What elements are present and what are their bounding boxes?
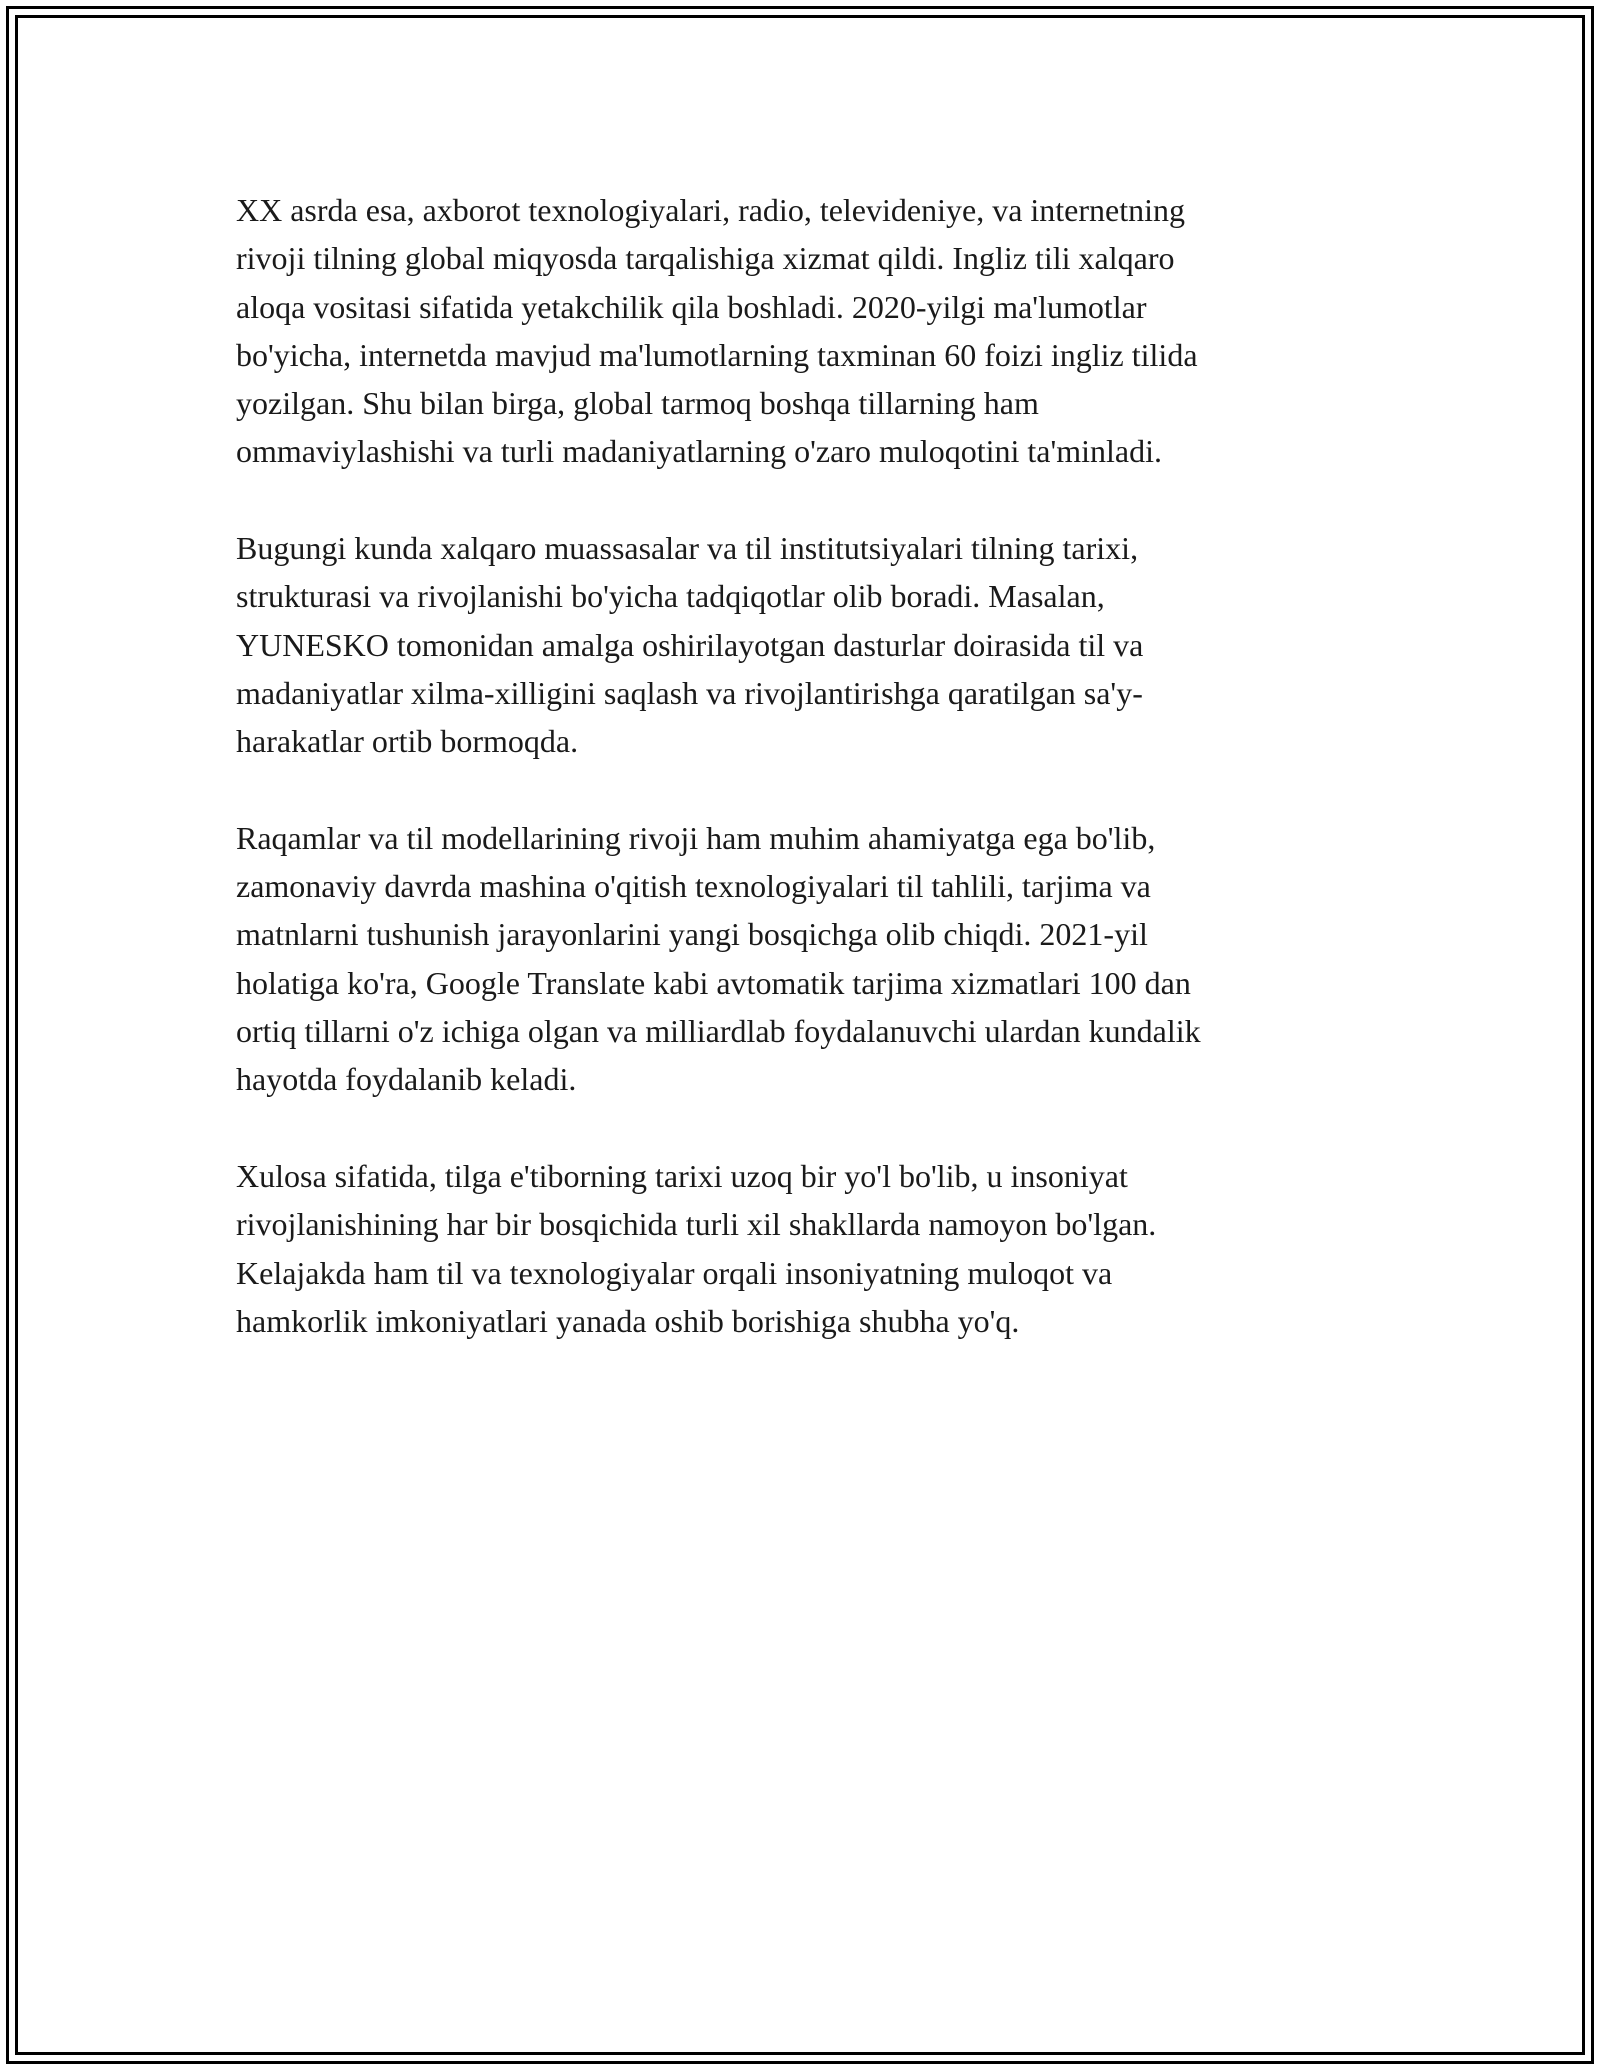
paragraph-conclusion: Xulosa sifatida, tilga e'tiborning tarixi uzoq bir yo'l bo'lib, u insoniyat rivojlanishining har bir bosqichida turli xil shakllarda namoyon bo'lgan. Kelajakda ham til va texnologiyalar orqali insoniyatning muloqot va hamkorlik imkoniyatlari yanada oshib borishiga shubha yo'q. — [236, 1157, 1157, 1339]
paragraph-language-models: Raqamlar va til modellarining rivoji ham muhim ahamiyatga ega bo'lib, zamonaviy davrda mashina o'qitish texnologiyalari til tahlili, tarjima va matnlarni tushunish jarayonlarini yangi bosqichga olib chiqdi. 2021-yil holatiga ko'ra, Google Translate kabi avtomatik tarjima xizmatlari 100 dan ortiq tillarni o'z ichiga olgan va milliardlab foydalanuvchi ulardan kundalik hayotda foydalanib keladi. — [236, 819, 1201, 1098]
paragraph-internet-era: XX asrda esa, axborot texnologiyalari, radio, televideniye, va internetning rivoji tilning global miqyosda tarqalishiga xizmat qildi. Ingliz tili xalqaro aloqa vositasi sifatida yetakchilik qila boshladi. 2020-yilgi ma'lumotlar bo'yicha, internetda mavjud ma'lumotlarning taxminan 60 foizi ingliz tilida yozilgan. Shu bilan birga, global tarmoq boshqa tillarning ham ommaviylashishi va turli madaniyatlarning o'zaro muloqotini ta'minladi. — [236, 192, 1198, 470]
document-body — [236, 186, 1366, 1393]
paragraph-research-institutions: Bugungi kunda xalqaro muassasalar va til institutsiyalari tilning tarixi, strukturasi va rivojlanishi bo'yicha tadqiqotlar olib boradi. Masalan, YUNESKO tomonidan amalga oshirilayotgan dasturlar doirasida til va madaniyatlar xilma-xilligini saqlash va rivojlantirishga qaratilgan sa'y- harakatlar ortib bormoqda. — [236, 530, 1144, 760]
